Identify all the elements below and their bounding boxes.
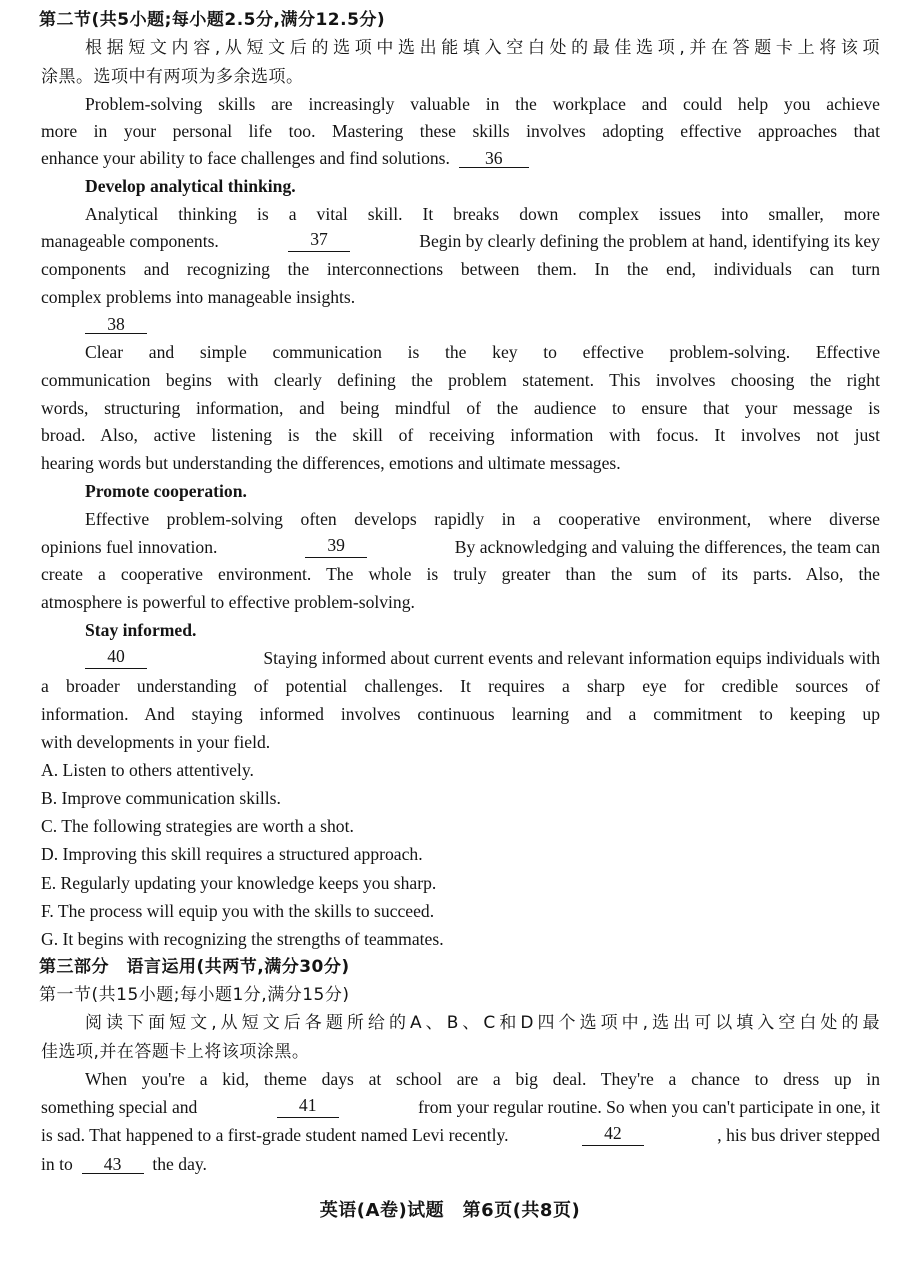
passage-line: Clear and simple communication is the key to effective problem-solving. Effective [85,342,880,362]
blank-38: 38 [85,315,147,334]
passage-line: components and recognizing the interconnections between them. In the end, individuals can turn [41,259,880,279]
passage-line: opinions fuel innovation. 39 By acknowledging and valuing the differences, the team can [41,535,880,557]
passage-line: with developments in your field. [41,732,271,752]
passage-line: a broader understanding of potential challenges. It requires a sharp eye for credible sources of [41,676,880,696]
passage-line: hearing words but understanding the differences, emotions and ultimate messages. [41,453,621,473]
part3-header: 第三部分 语言运用(共两节,满分30分) [39,957,350,977]
passage-line: more in your personal life too. Mastering these skills involves adopting effective approaches that [41,121,880,141]
passage-line: Problem-solving skills are increasingly valuable in the workplace and could help you achieve [85,94,880,114]
passage-line [85,313,880,335]
option-g: G. It begins with recognizing the strengths of teammates. [41,929,444,949]
passage-line: words, structuring information, and being mindful of the audience to ensure that your message is [41,398,880,418]
option-b: B. Improve communication skills. [41,788,281,808]
passage-line: 40 Staying informed about current events and relevant information equips individuals with [85,647,880,669]
option-f: F. The process will equip you with the skills to succeed. [41,901,435,921]
subheading-analytical: Develop analytical thinking. [85,176,296,196]
cloze-line: in to 43 the day. [41,1154,207,1174]
option-e: E. Regularly updating your knowledge keeps you sharp. [41,873,437,893]
passage-line: create a cooperative environment. The whole is truly greater than the sum of its parts. Also, the [41,564,880,584]
blank-42: 42 [582,1124,644,1146]
passage-line: manageable components. 37 Begin by clearly defining the problem at hand, identifying its key [41,229,880,251]
subheading-informed: Stay informed. [85,620,197,640]
blank-39: 39 [305,536,367,558]
blank-37: 37 [288,230,350,252]
section2-instruction-line2: 涂黑。选项中有两项为多余选项。 [41,67,304,87]
cloze-line: something special and 41 from your regular routine. So when you can't participate in one, it [41,1095,880,1117]
passage-line: information. And staying informed involves continuous learning and a commitment to keeping up [41,704,880,724]
part3-section1-header: 第一节(共15小题;每小题1分,满分15分) [39,985,350,1005]
section2-instruction-line1: 根据短文内容,从短文后的选项中选出能填入空白处的最佳选项,并在答题卡上将该项 [85,38,880,58]
section2-header: 第二节(共5小题;每小题2.5分,满分12.5分) [39,10,386,30]
part3-instruction-line2: 佳选项,并在答题卡上将该项涂黑。 [41,1042,310,1062]
passage-line: atmosphere is powerful to effective problem-solving. [41,592,415,612]
blank-41: 41 [277,1096,339,1118]
option-a: A. Listen to others attentively. [41,760,254,780]
subheading-cooperation: Promote cooperation. [85,481,247,501]
blank-36: 36 [459,149,529,168]
option-d: D. Improving this skill requires a structured approach. [41,844,423,864]
passage-line: Analytical thinking is a vital skill. It breaks down complex issues into smaller, more [85,204,880,224]
passage-line: broad. Also, active listening is the skill of receiving information with focus. It involves not just [41,425,880,445]
option-c: C. The following strategies are worth a shot. [41,816,354,836]
passage-line: Effective problem-solving often develops rapidly in a cooperative environment, where diverse [85,509,880,529]
page-footer: 英语(A卷)试题 第6页(共8页) [319,1200,581,1221]
blank-40: 40 [85,647,147,669]
cloze-line: is sad. That happened to a first-grade student named Levi recently. 42 , his bus driver stepped [41,1123,880,1145]
passage-line: communication begins with clearly defining the problem statement. This involves choosing the right [41,370,880,390]
passage-line: enhance your ability to face challenges and find solutions. 36 [41,147,880,169]
blank-43: 43 [82,1155,144,1174]
cloze-line: When you're a kid, theme days at school are a big deal. They're a chance to dress up in [85,1069,880,1089]
part3-instruction-line1: 阅读下面短文,从短文后各题所给的A、B、C和D四个选项中,选出可以填入空白处的最 [85,1013,880,1033]
passage-line: complex problems into manageable insights. [41,287,356,307]
